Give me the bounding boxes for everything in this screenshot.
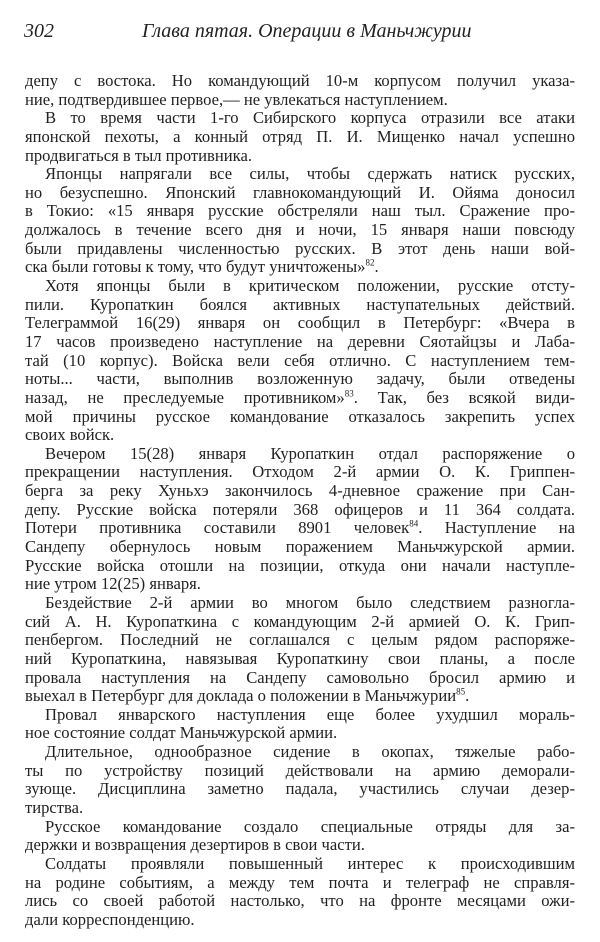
text-line: ние утром 12(25) января. bbox=[25, 574, 201, 594]
paragraph bbox=[25, 706, 575, 743]
text-line: Солдаты проявляли повышенный интерес к происходившим bbox=[45, 853, 575, 873]
text-line: зующе. Дисциплина заметно падала, участились случаи дезер- bbox=[25, 779, 575, 799]
paragraph bbox=[25, 165, 575, 277]
text-line: своих войск. bbox=[25, 425, 115, 445]
running-title: Глава пятая. Операции в Маньчжурии bbox=[142, 20, 472, 42]
text-line: держки и возвращения дезертиров в свои части. bbox=[25, 835, 365, 855]
text-line: прекращении наступления. Отходом 2-й армии О. К. Гриппен- bbox=[25, 462, 575, 482]
footnote-ref: 83 bbox=[344, 388, 354, 399]
text-line: Длительное, однообразное сидение в окопах, тяжелые рабо- bbox=[45, 742, 575, 762]
text-line: В то время части 1-го Сибирского корпуса отразили все атаки bbox=[45, 108, 575, 128]
page-number: 302 bbox=[24, 20, 54, 42]
text-line: ноты... части, выполнив возложенную задачу, были отведены bbox=[25, 369, 575, 389]
text-line: тай (10 корпус). Войска вели себя отлично. С наступлением тем- bbox=[25, 350, 575, 370]
text-line: Японцы напрягали все силы, чтобы сдержать натиск русских, bbox=[45, 164, 575, 184]
text-line: мой причины русское командование отказалось закрепить успех bbox=[25, 406, 575, 426]
footnote-ref: 82 bbox=[365, 257, 375, 268]
running-header bbox=[24, 20, 576, 44]
text-line: депу. Русские войска потеряли 368 офицеров и 11 364 солдата. bbox=[25, 499, 575, 519]
text-line: Провал январского наступления еще более ухудшил мораль- bbox=[45, 704, 575, 724]
paragraph bbox=[25, 743, 575, 818]
text-line: должалось в течение всего дня и ночи, 15 января наши повсюду bbox=[25, 220, 575, 240]
text-line: ние, подтвердившее первое,— не увлекаться наступлением. bbox=[25, 89, 448, 109]
text-line: назад, не преследуемые противником»$^{83}$. Так, без всякой види- bbox=[25, 387, 575, 407]
text-line: дали корреспонденцию. bbox=[25, 909, 195, 929]
paragraph bbox=[25, 445, 575, 594]
text-line: продвигаться в тыл противника. bbox=[25, 145, 252, 165]
text-line: Телеграммой 16(29) января он сообщил в Петербург: «Вчера в bbox=[25, 313, 575, 333]
paragraph bbox=[25, 277, 575, 445]
text-line: на родине событиям, а между тем почта и телеграф не справля- bbox=[25, 872, 575, 892]
text-line: пили. Куропаткин боялся активных наступательных действий. bbox=[25, 294, 575, 314]
text-line: в Токио: «15 января русские обстреляли наш тыл. Сражение про- bbox=[25, 201, 575, 221]
text-line: Хотя японцы были в критическом положении, русские отсту- bbox=[45, 276, 575, 296]
text-line: но безуспешно. Японский главнокомандующий И. Ойяма доносил bbox=[25, 182, 575, 202]
paragraph bbox=[25, 818, 575, 855]
text-line: лись со своей работой настолько, что на фронте месяцами ожи- bbox=[25, 891, 575, 911]
paragraph bbox=[25, 109, 575, 165]
text-line: депу с востока. Но командующий 10-м корпусом получил указа- bbox=[25, 71, 575, 90]
text-line: сий А. Н. Куропаткина с командующим 2-й армией О. К. Грип- bbox=[25, 611, 575, 631]
paragraph bbox=[25, 855, 575, 930]
text-line: Потери противника составили 8901 человек$^{84}$. Наступление на bbox=[25, 518, 575, 538]
text-line: берга за реку Хуньхэ закончилось 4-дневное сражение при Сан- bbox=[25, 481, 575, 501]
text-line: 17 часов произведено наступление на деревни Сяотайцзы и Лаба- bbox=[25, 331, 575, 351]
text-line: были придавлены численностью русских. В этот день наши вой- bbox=[25, 238, 575, 258]
text-line: ний Куропаткина, навязывая Куропаткину свои планы, а после bbox=[25, 648, 575, 668]
body-text bbox=[25, 72, 575, 929]
text-line: Вечером 15(28) января Куропаткин отдал распоряжение о bbox=[45, 443, 575, 463]
text-line: японской пехоты, а конный отряд П. И. Мищенко начал успешно bbox=[25, 126, 575, 146]
text-line: тирства. bbox=[25, 797, 84, 817]
paragraph bbox=[25, 72, 575, 109]
text-line: пенбергом. Последний не соглашался с целым рядом распоряже- bbox=[25, 630, 575, 650]
text-line: провала наступления на Сандепу самовольно бросил армию и bbox=[25, 667, 575, 687]
text-line: Сандепу обернулось новым поражением Маньчжурской армии. bbox=[25, 537, 575, 557]
text-line: ты по устройству позиций действовали на армию деморали- bbox=[25, 760, 575, 780]
text-line: Бездействие 2-й армии во многом было следствием разногла- bbox=[45, 592, 575, 612]
text-line: ное состояние солдат Маньчжурской армии. bbox=[25, 723, 338, 743]
text-line: Русские войска отошли на позиции, откуда они начали наступле- bbox=[25, 555, 575, 575]
paragraph bbox=[25, 594, 575, 706]
text-line: Русское командование создало специальные отряды для за- bbox=[45, 816, 575, 836]
footnote-ref: 85 bbox=[456, 686, 466, 697]
footnote-ref: 84 bbox=[409, 518, 419, 529]
text-line: выехал в Петербург для доклада о положении в Маньчжурии$^{85}$. bbox=[25, 686, 470, 706]
text-line: ска были готовы к тому, что будут уничтожены»$^{82}$. bbox=[25, 257, 379, 277]
